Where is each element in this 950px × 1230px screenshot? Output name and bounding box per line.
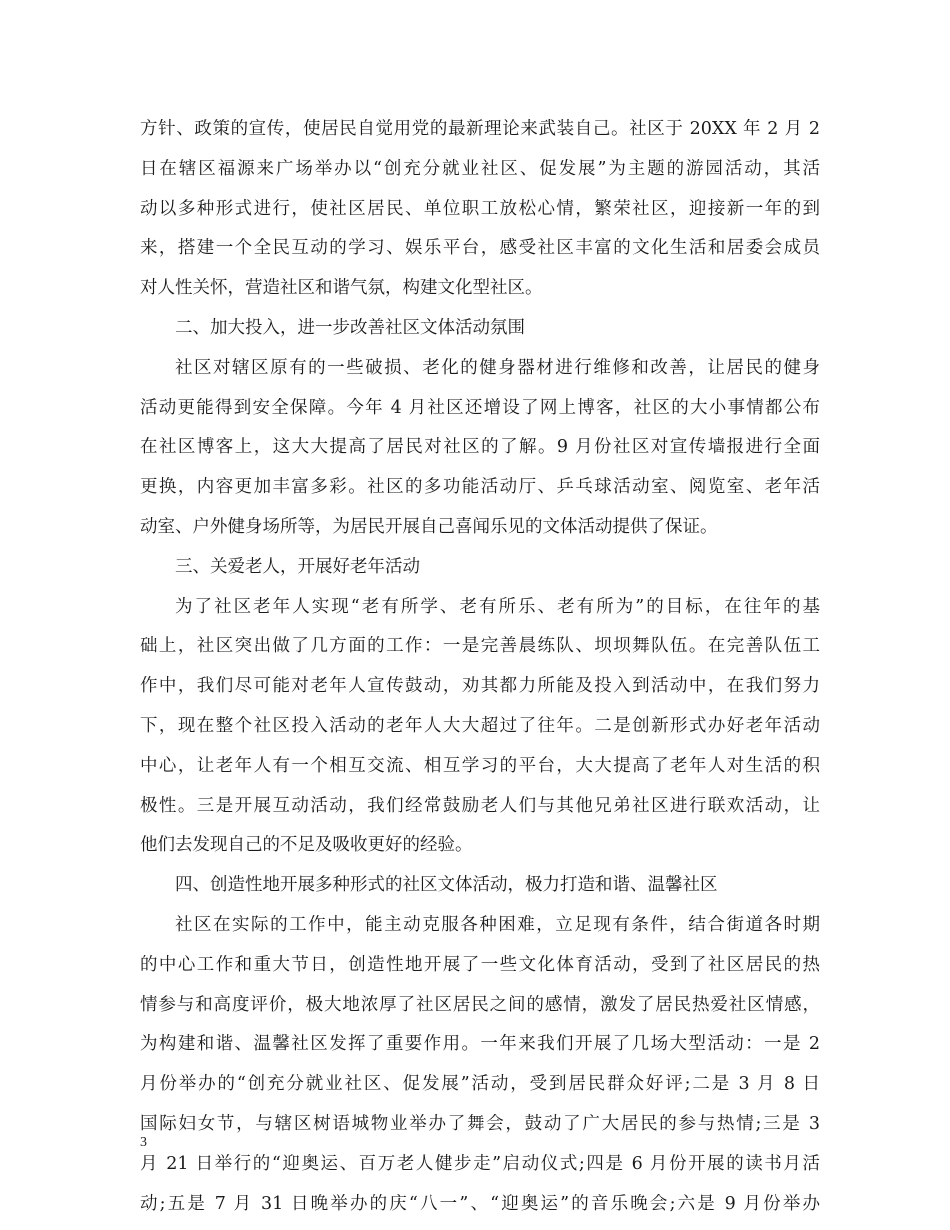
- text-line: 活动更能得到安全保障。今年 4 月社区还增设了网上博客，社区的大小事情都公布: [140, 397, 820, 418]
- text-line: 极性。三是开展互动活动，我们经常鼓励老人们与其他兄弟社区进行联欢活动，让: [140, 795, 820, 816]
- text-line: 四、创造性地开展多种形式的社区文体活动，极力打造和谐、温馨社区: [175, 875, 718, 896]
- text-line: 社区对辖区原有的一些破损、老化的健身器材进行维修和改善，让居民的健身: [175, 357, 820, 378]
- text-line: 中心，让老年人有一个相互交流、相互学习的平台，大大提高了老年人对生活的积: [140, 755, 820, 776]
- text-line: 础上，社区突出做了几方面的工作：一是完善晨练队、坝坝舞队伍。在完善队伍工: [140, 636, 820, 657]
- text-line: 社区在实际的工作中，能主动克服各种困难，立足现有条件，结合街道各时期: [175, 914, 820, 935]
- text-line: 为了社区老年人实现“老有所学、老有所乐、老有所为”的目标，在往年的基: [175, 596, 820, 617]
- text-line: 在社区博客上，这大大提高了居民对社区的了解。9 月份社区对宣传墙报进行全面: [140, 437, 820, 458]
- body-text: [140, 110, 820, 1224]
- text-line: 情参与和高度评价，极大地浓厚了社区居民之间的感情，激发了居民热爱社区情感，: [140, 994, 820, 1015]
- page-number: 3: [140, 1135, 147, 1150]
- text-line: 动室、户外健身场所等，为居民开展自己喜闻乐见的文体活动提供了保证。: [140, 516, 718, 537]
- text-line: 月 21 日举行的“迎奥运、百万老人健步走”启动仪式;四是 6 月份开展的读书月活: [140, 1153, 820, 1174]
- text-line: 作中，我们尽可能对老年人宣传鼓动，劝其都力所能及投入到活动中，在我们努力: [140, 676, 820, 697]
- text-line: 三、关爱老人，开展好老年活动: [175, 556, 420, 577]
- text-line: 方针、政策的宣传，使居民自觉用党的最新理论来武装自己。社区于 20XX 年 2 月 2: [140, 119, 820, 139]
- text-line: 国际妇女节，与辖区树语城物业举办了舞会，鼓动了广大居民的参与热情;三是 3: [140, 1113, 820, 1134]
- text-line: 日在辖区福源来广场举办以“创充分就业社区、促发展”为主题的游园活动，其活: [140, 158, 820, 179]
- text-line: 来，搭建一个全民互动的学习、娱乐平台，感受社区丰富的文化生活和居委会成员: [140, 238, 820, 259]
- text-line: 动以多种形式进行，使社区居民、单位职工放松心情，繁荣社区，迎接新一年的到: [140, 198, 820, 219]
- text-line: 下，现在整个社区投入活动的老年人大大超过了往年。二是创新形式办好老年活动: [140, 715, 820, 736]
- text-line: 月份举办的“创充分就业社区、促发展”活动，受到居民群众好评;二是 3 月 8 日: [140, 1074, 820, 1095]
- text-line: 对人性关怀，营造社区和谐气氛，构建文化型社区。: [140, 278, 543, 299]
- text-line: 二、加大投入，进一步改善社区文体活动氛围: [175, 317, 525, 338]
- text-line: 更换，内容更加丰富多彩。社区的多功能活动厅、乒乓球活动室、阅览室、老年活: [140, 477, 820, 498]
- text-line: 动;五是 7 月 31 日晚举办的庆“八一”、“迎奥运”的音乐晚会;六是 9 月份举办: [140, 1193, 820, 1214]
- text-line: 为构建和谐、温馨社区发挥了重要作用。一年来我们开展了几场大型活动：一是 2: [140, 1034, 820, 1055]
- text-line: 的中心工作和重大节日，创造性地开展了一些文化体育活动，受到了社区居民的热: [140, 954, 820, 975]
- text-line: 他们去发现自己的不足及吸收更好的经验。: [140, 835, 473, 856]
